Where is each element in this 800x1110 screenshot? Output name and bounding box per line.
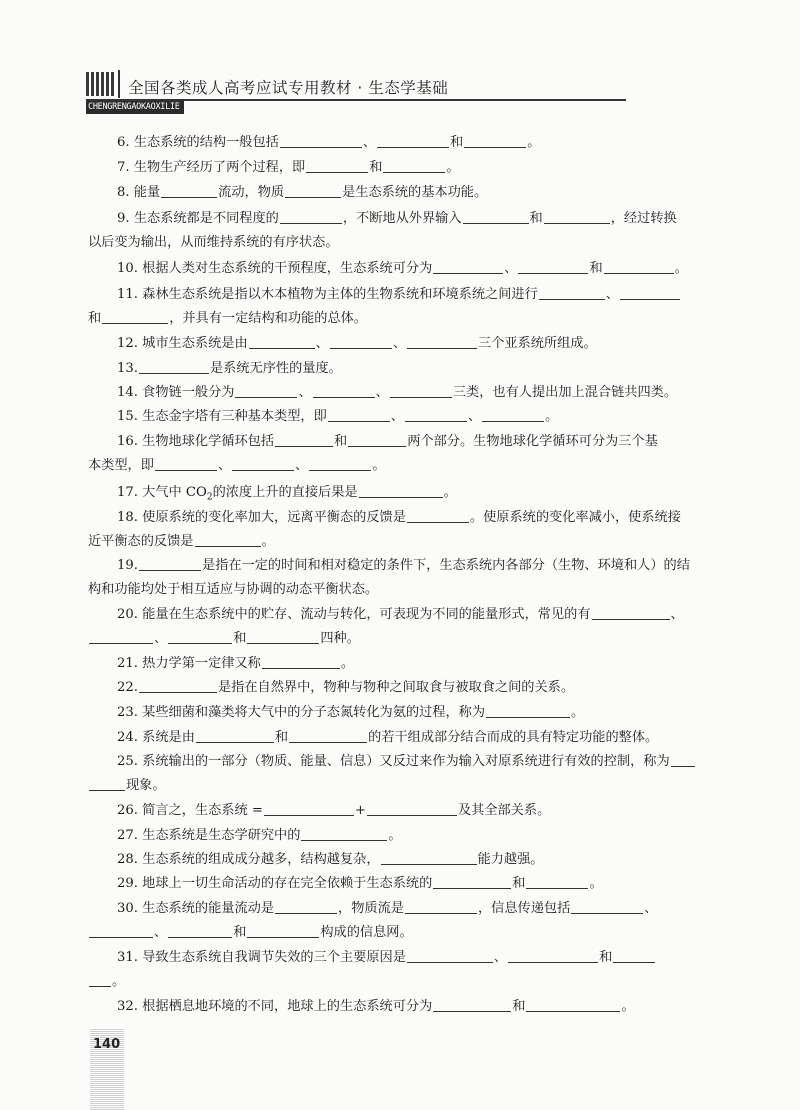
question-11: 11. 森林生态系统是指以木本植物为主体的生物系统和环境系统之间进行 、 和 ，并具有一定结构和功能的总体。 [88, 283, 728, 332]
answer-blank[interactable] [367, 801, 457, 816]
answer-blank[interactable] [482, 407, 544, 422]
answer-blank[interactable] [168, 923, 232, 938]
question-27: 27. 生态系统是生态学研究中的 。 [117, 828, 402, 843]
answer-blank[interactable] [139, 359, 209, 374]
answer-blank[interactable] [139, 556, 201, 571]
question-19: 19. 是指在一定的时间和相对稳定的条件下，生态系统内各部分（生物、环境和人）的结 构和功能均处于相互适应与协调的动态平衡状态。 [88, 558, 690, 598]
answer-blank[interactable] [463, 209, 529, 224]
answer-blank[interactable] [671, 752, 695, 767]
answer-blank[interactable] [526, 874, 588, 889]
answer-blank[interactable] [407, 334, 477, 349]
answer-blank[interactable] [249, 334, 315, 349]
question-9: 9. 生态系统都是不同程度的 ，不断地从外界输入 和 ，经过转换 以后变为输出，从而维持系统的有序状态。 [88, 211, 677, 251]
question-32: 32. 根据栖息地环境的不同，地球上的生态系统可分为 和 。 [117, 999, 635, 1014]
page-number: 140 [93, 1037, 121, 1052]
answer-blank[interactable] [508, 948, 598, 963]
question-14: 14. 食物链一般分为 、 、 三类，也有人提出加上混合链共四类。 [117, 385, 678, 400]
answer-blank[interactable] [405, 899, 477, 914]
question-21: 21. 热力学第一定律又称 。 [117, 656, 355, 671]
header-stripe-logo [86, 72, 116, 96]
answer-blank[interactable] [306, 158, 368, 173]
question-13: 13. 是系统无序性的量度。 [117, 361, 342, 376]
answer-blank[interactable] [89, 972, 111, 987]
answer-blank[interactable] [275, 899, 337, 914]
question-23: 23. 某些细菌和藻类将大气中的分子态氮转化为氨的过程，称为 。 [117, 705, 585, 720]
answer-blank[interactable] [102, 309, 168, 324]
answer-blank[interactable] [407, 508, 469, 523]
answer-blank[interactable] [383, 158, 445, 173]
question-20: 20. 能量在生态系统中的贮存、流动与转化，可表现为不同的能量形式，常见的有 、 、 和 四种。 [88, 603, 728, 652]
question-16: 16. 生物地球化学循环包括 和 两个部分。生物地球化学循环可分为三个基 本类型，即 、 、 。 [88, 434, 658, 474]
answer-blank[interactable] [247, 923, 319, 938]
answer-blank[interactable] [613, 948, 655, 963]
answer-blank[interactable] [247, 629, 319, 644]
question-17: 17. 大气中 $CO_2$的浓度上升的直接后果是 。 [117, 485, 457, 503]
answer-blank[interactable] [313, 383, 375, 398]
question-29: 29. 地球上一切生命活动的存在完全依赖于生态系统的 和 。 [117, 876, 603, 891]
answer-blank[interactable] [348, 432, 406, 447]
question-6: 6. 生态系统的结构一般包括 、 和 。 [117, 135, 541, 150]
question-31: 31. 导致生态系统自我调节失效的三个主要原因是 、 和 。 [88, 946, 728, 995]
answer-blank[interactable] [262, 654, 340, 669]
answer-blank[interactable] [407, 948, 493, 963]
answer-blank[interactable] [518, 259, 588, 274]
answer-blank[interactable] [620, 285, 680, 300]
answer-blank[interactable] [195, 532, 261, 547]
answer-blank[interactable] [381, 850, 477, 865]
answer-blank[interactable] [486, 703, 570, 718]
answer-blank[interactable] [604, 259, 674, 274]
answer-blank[interactable] [571, 899, 643, 914]
answer-blank[interactable] [328, 407, 390, 422]
answer-blank[interactable] [89, 776, 125, 791]
answer-blank[interactable] [196, 728, 274, 743]
answer-blank[interactable] [309, 456, 371, 471]
header-series-tag: CHENGRENGAOKAOXILIE [86, 101, 184, 114]
answer-blank[interactable] [89, 923, 153, 938]
answer-blank[interactable] [433, 997, 511, 1012]
answer-blank[interactable] [139, 678, 217, 693]
answer-blank[interactable] [405, 407, 467, 422]
answer-blank[interactable] [285, 183, 341, 198]
answer-blank[interactable] [539, 285, 605, 300]
header-divider [118, 70, 120, 98]
answer-blank[interactable] [464, 133, 526, 148]
answer-blank[interactable] [433, 874, 511, 889]
answer-blank[interactable] [433, 259, 503, 274]
question-10: 10. 根据人类对生态系统的干预程度，生态系统可分为 、 和 。 [117, 261, 688, 276]
question-18: 18. 使原系统的变化率加大，远离平衡态的反馈是 。使原系统的变化率减小，使系统接 近平衡态的反馈是 。 [88, 510, 681, 550]
answer-blank[interactable] [89, 629, 153, 644]
answer-blank[interactable] [168, 629, 232, 644]
answer-blank[interactable] [377, 133, 449, 148]
question-26: 26. 简言之，生态系统 = + 及其全部关系。 [117, 803, 551, 818]
answer-blank[interactable] [264, 801, 354, 816]
question-22: 22. 是指在自然界中，物种与物种之间取食与被取食之间的关系。 [117, 680, 575, 695]
answer-blank[interactable] [544, 209, 610, 224]
subscript-2: 2 [206, 492, 213, 503]
answer-blank[interactable] [289, 728, 367, 743]
answer-blank[interactable] [526, 997, 620, 1012]
answer-blank[interactable] [280, 133, 362, 148]
question-12: 12. 城市生态系统是由 、 、 三个亚系统所组成。 [117, 336, 597, 351]
question-30: 30. 生态系统的能量流动是 ，物质流是 ，信息传递包括 、 、 和 构成的信息网。 [88, 897, 728, 946]
header-title: 全国各类成人高考应试专用教材 · 生态学基础 [128, 79, 449, 97]
answer-blank[interactable] [235, 383, 297, 398]
question-24: 24. 系统是由 和 的若干组成部分结合而成的具有特定功能的整体。 [117, 730, 659, 745]
question-28: 28. 生态系统的组成成分越多，结构越复杂， 能力越强。 [117, 852, 544, 867]
answer-blank[interactable] [359, 483, 443, 498]
question-15: 15. 生态金字塔有三种基本类型，即 、 、 。 [117, 409, 559, 424]
answer-blank[interactable] [280, 209, 342, 224]
answer-blank[interactable] [330, 334, 392, 349]
answer-blank[interactable] [232, 456, 294, 471]
answer-blank[interactable] [390, 383, 452, 398]
answer-blank[interactable] [301, 826, 387, 841]
answer-blank[interactable] [161, 183, 217, 198]
answer-blank[interactable] [592, 605, 670, 620]
question-25: 25. 系统输出的一部分（物质、能量、信息）又反过来作为输入对原系统进行有效的控制，称为 现象。 [88, 750, 728, 799]
question-8: 8. 能量 流动，物质 是生态系统的基本功能。 [117, 185, 488, 200]
question-7: 7. 生物生产经历了两个过程，即 和 。 [117, 160, 460, 175]
answer-blank[interactable] [155, 456, 217, 471]
answer-blank[interactable] [275, 432, 333, 447]
